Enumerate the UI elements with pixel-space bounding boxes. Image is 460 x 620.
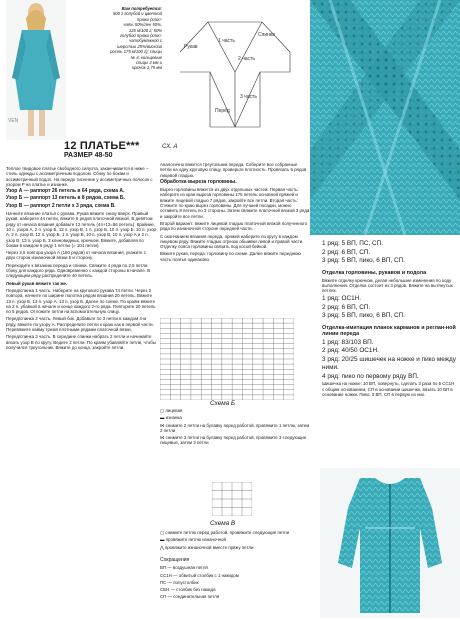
schematic-label-front: Перёд xyxy=(215,108,230,114)
crochet-row: 4 ряд: пико по первому ряду ВП. xyxy=(322,372,419,380)
middle-paragraph-3: Второй вариант: вяжите лицевой гладью платочной вязкой полученного ряда по изнаночной стороне передней части. xyxy=(160,220,308,232)
front-part2-paragraph: Перед/спинка 2 часть. Левый бок. Добавьте по 3 петли в каждом 4-м ряду, вяжите по узору А. Распределите петли к краю как в первой части. Перевяжите кайму тремя плотными рядами платочной вязки. xyxy=(6,316,154,333)
intro-paragraph: Теплое твидовое платье свободного силуэта, заканчивается в ниже – стиль одежды с ассиметричным подолом. Сбоку по бокам и ассиметричный подол. На переде тиснение у ассиметричных полосок с узором Р на платье и изнанке. xyxy=(6,166,153,187)
pattern-v-line: Узор В — раппорт 2 петли х 3 ряда, схема В. xyxy=(6,202,116,209)
legend-item: ⋈ снимите 2 петли на булавку перед работой, провяжите 1 петлю, затем 2 петли xyxy=(160,422,310,433)
trim-text: Вяжите отделку крючком, делая небольшие изменения по ходу выполнения. Отделка состоит из 3 рядов. Вяжите на вытянутых петлях. xyxy=(322,277,453,294)
legend-item: ▬ провяжите петлю изнаночной xyxy=(160,537,226,543)
schematic-label-sleeve: Рукав xyxy=(184,44,198,50)
schematic-label-part3: 3 часть xyxy=(240,94,257,100)
abbreviations-box xyxy=(160,558,310,602)
abbreviation-item: ПС — полустолбик xyxy=(160,579,199,585)
materials-line: голубой пряжи (хлоп- xyxy=(119,33,162,39)
abbreviation-item: ВП — воздушная петля xyxy=(160,565,208,571)
abbreviation-item: СП — соединительная петля xyxy=(160,594,220,600)
armhole-heading: Обработка выреза горловины. xyxy=(160,178,237,185)
crochet-row: 1 ряд: 5 ВП, ПС, СП. xyxy=(322,240,384,247)
abbreviation-item: СС1Н — обвитый столбик с 1 накидом xyxy=(160,572,239,578)
knitting-chart-c xyxy=(212,482,252,516)
garment-schematic xyxy=(160,2,310,147)
materials-line: чать 50%/лен 50%, xyxy=(123,22,162,28)
materials-line: № 4, кольцевые xyxy=(130,54,162,60)
materials-box xyxy=(98,6,162,71)
materials-line: пряжи (хлоп- xyxy=(136,16,162,22)
knit-swatch-photo xyxy=(310,0,460,235)
crochet-row: 2 ряд: 40/50 ОС1Н. xyxy=(322,347,379,355)
legend-item: ▢ снимите петлю перед работой, провяжите следующие петли xyxy=(160,530,290,535)
legend-item: ⋈ снимите 3 петли на булавку перед работой, провяжите 3 следующие лицевые, затем 3 петли xyxy=(160,435,307,446)
chart-c-caption: Схема В xyxy=(210,520,236,527)
knitting-chart-b xyxy=(160,318,294,400)
materials-line: Вам потребуется: xyxy=(121,6,162,11)
chart-b-caption: Схема Б xyxy=(210,400,236,407)
front-part3-paragraph: Перед/спинка 3 часть. В середине спинки набрать 2 петли и начинайте вязать узор В по кругу. Ведите 2 петли. По краям убавляйте петли, чтобы получился треугольник. Вяжите до конца, закройте петли. xyxy=(6,334,156,350)
pattern-a-line: Узор А — раппорт 26 петель в 64 ряда, схема А. xyxy=(6,188,125,195)
materials-line: крючок 1,75 мм xyxy=(132,65,162,71)
left-sleeve-line: Левый рукав вяжите так же. xyxy=(6,280,68,286)
crochet-row: 2 ряд: 6 ВП, СП. xyxy=(322,248,371,256)
abbreviation-item: СБН — столбик без накида xyxy=(160,587,216,593)
sleeve-paragraph-3: Переходите к вязанию переда и спинки. Свяжите 4 ряда по 2,5 петли сбоку для каждого ряда. Одновременно с каждой стороны в начале. В следующем ряду распределите 40 петель. xyxy=(6,262,151,279)
instructions-left xyxy=(6,166,156,352)
sleeve-paragraph: Начните вязание платья с рукава. Рукав вяжите снизу вверх. Правый рукав: наберите 44 петли, вяжите 6 рядов платочной вязкой. В девятом ряду от начала вязания добавьте 12 петель (44+12=56 петель). Крайние, 10 с. узора А, 2 п. узор Б, 12 п. узор В, 1 п. узор Б, 10 п. узор Б, 10 п. узор А, 2 п. узор В, 12 п. узор Б, 1 п. узор Б, 10 п. узор В, 10 п. узор А и 2 п. узор В, 13 п. узор Б, 3 клиновидных, крючком. Вяжите, добавляя по бокам в каждом 6 ряду 1 петлю (= 104 петли). xyxy=(6,211,156,248)
schematic-label-back: Спинка xyxy=(258,32,275,38)
crochet-row: 2 ряд: 6 ВП, СП. xyxy=(322,303,371,311)
crochet-row: 3 ряд: 5 ВП, пико, 6 ВП, СП. xyxy=(322,312,406,320)
crochet-row: 3 ряд: 20/25 шишечек на ножке и пико между ними. xyxy=(322,355,456,372)
trim-heading: Отделка горловины, рукавов и подола xyxy=(322,269,427,276)
materials-line: 125 м/100 г; 50% xyxy=(128,27,162,33)
materials-line: 500 г голубой и цветной xyxy=(112,11,162,17)
legend-item: ▬ изнанка xyxy=(160,415,182,421)
materials-line: спицы 3 мм и xyxy=(135,60,162,66)
side-mark: VEN xyxy=(8,118,19,124)
size-label: РАЗМЕР 48-50 xyxy=(64,152,113,159)
crochet-row: 1 ряд: 83/103 ВП. xyxy=(322,338,374,346)
placket-heading: Отделка-имитация планок карманов и реглан-ной линии переда xyxy=(322,324,456,337)
schematic-label-part2: 2 часть xyxy=(238,56,255,62)
materials-line: чатобумажной с xyxy=(129,38,162,44)
crochet-row: 3 ряд: 5 ВП, пико, 6 ВП, СП. xyxy=(322,257,406,264)
middle-paragraph-5: Вяжите рукав, переда, горловину по схеме. Далее вяжите переднюю часть платья одинаково. xyxy=(160,251,301,262)
middle-paragraph-1: Аналогично вяжется треугольник переда. Соберите все собранные петли на одну круговую спицу, проверьте плотность. Провязать 6 рядов лицевой гладью. xyxy=(160,162,307,178)
pattern-b-line: Узор Б — раппорт 13 петель в 8 рядов, схема Б. xyxy=(6,195,125,202)
chart-legend xyxy=(160,408,310,448)
abbreviations-title: Сокращения xyxy=(160,557,190,563)
crochet-row: 1 ряд: ОС1Н. xyxy=(322,295,362,303)
legend-item: ⋀ провяжите изнаночной вместе пряжу петли xyxy=(160,544,254,550)
middle-paragraph-4: С окончанием вязания переда, пряжей наберите по кругу в каждом лицевом ряду. Вяжите гладью отрезок обшивки левой и правой части. Отделку пояса горловины связать под косой бейкой. xyxy=(160,233,304,250)
schematic-caption: СХ. А xyxy=(162,144,178,150)
chart-c-legend xyxy=(160,530,310,552)
sleeve-paragraph-2: Через 2,5 повтора узора А (160 рядов) от начала вязания, укажите с двух сторон изнаночной вязки 5 и сторону. xyxy=(6,250,146,261)
middle-paragraph-2: Вырез горловины вяжется из двух отдельных частей. Первая часть: наберите из края выреза горловины 175 петель основной пряжей и вяжите лицевой гладью 7 рядов, закройте все петли. Вторая часть: Стяжите по краю вырез горловины. Для лучшей посадки, можно оставить 8 петель по 3 стороны. Затем свяжите платочной вязкой 3 ряда и закройте все петли. xyxy=(160,187,310,219)
schematic-label-part1: 1 часть xyxy=(218,38,235,44)
materials-line: шерстью 25%/вискоза xyxy=(117,43,162,49)
instructions-middle xyxy=(160,162,310,264)
page-title: 12 ПЛАТЬЕ*** xyxy=(64,140,140,152)
instructions-right xyxy=(322,240,457,399)
bobble-text: Шишечка на ножке: 10 ВП, повернуть, сделать 3 раза по 5 СС1Н с общим основанием, СП в основании шишечки, вязать 10 ВП в основание ножки. Пико: 3 ВП, СП в первую из них. xyxy=(322,381,455,397)
garment-photo xyxy=(320,468,460,618)
materials-line: рость 175 м/100 г); спицы xyxy=(110,49,162,55)
legend-item: ▢ лицевая xyxy=(160,408,183,413)
front-part1-paragraph: Перед/спинка 1 часть. Наберите на кругового рукава 74 петли. Через 2 повтора, начните по ширине полотна рядом вязания 20 петель. Вяжите 13 п. узор Б, 13 п. узор А. 13 п. узор Б. Далее по схеме. По краям вяжите на 2 п. убавкой в начале и конце каждого 2-го ряда. Повторите 20 петель по 5 рядов. Отложите петли на вспомогательную спицу. xyxy=(6,287,156,315)
